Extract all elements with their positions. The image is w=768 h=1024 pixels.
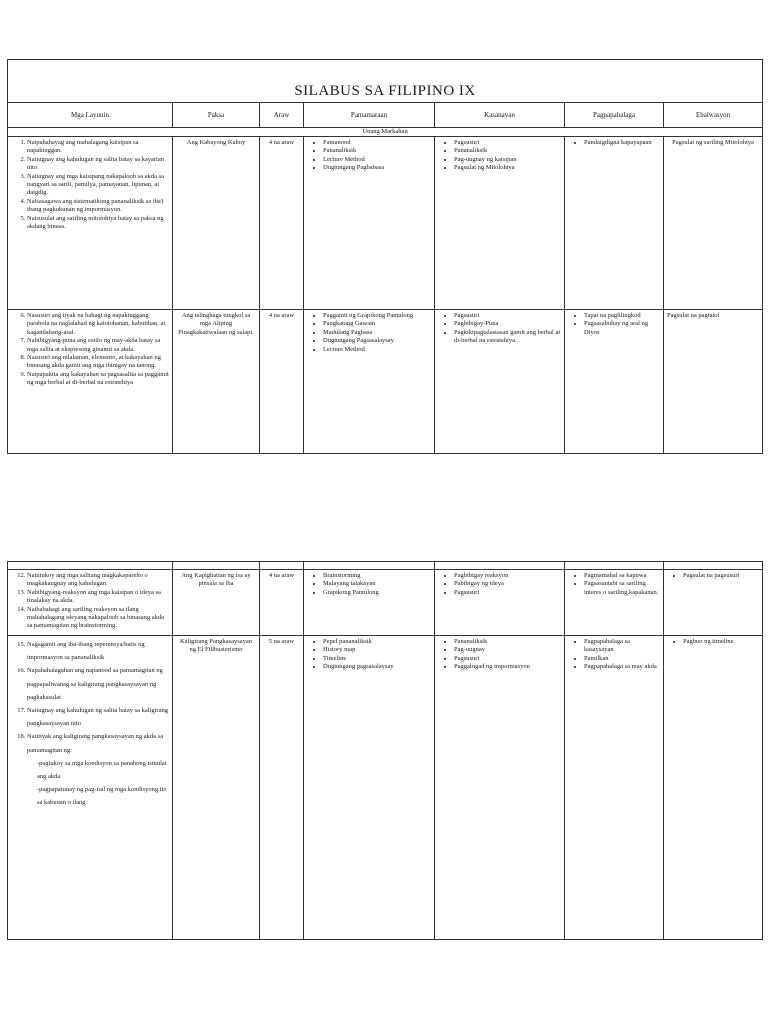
- header-pamamaraan: Pamamaraan: [304, 103, 435, 128]
- layunin-list: [11, 638, 169, 757]
- list-item: • Pagsulat ng Mitolohiya: [454, 164, 561, 172]
- header-kasanayan: Kasanayan: [435, 103, 565, 128]
- araw-cell: 5 na araw: [260, 636, 304, 940]
- kasanayan-cell: [435, 310, 565, 454]
- kasanayan-list: [438, 638, 561, 672]
- pamamaraan-cell: [304, 310, 435, 454]
- sub-list-item: -pagtukoy sa mga kondisyon sa panahong isinulat ang akda: [37, 759, 167, 781]
- list-item: • Pabibigay ng ideya: [454, 580, 561, 588]
- list-item: 9. Naipapakita ang kakayahan sa pagsasalita sa paggamit ng mga berbal at di-berbal na estratehiya: [27, 371, 169, 388]
- list-item: • Pagsulat na pagsusuri: [683, 572, 759, 580]
- list-item: • Pangkatang Gawain: [323, 320, 431, 328]
- layunin-list: [11, 572, 169, 631]
- paksa-cell: Ang Kabayong Kahoy: [173, 137, 260, 310]
- list-item: • Dugtungang Pagsasalaysay: [323, 337, 431, 345]
- layunin-list: [11, 312, 169, 388]
- list-item: • Pag-uugnay: [454, 646, 561, 654]
- table-row: [8, 137, 763, 310]
- araw-cell: 4 na araw: [260, 137, 304, 310]
- list-item: • Pagbibigay-Puna: [454, 320, 561, 328]
- syllabus-table-page-1: [7, 59, 763, 454]
- pagpapahalaga-list: [568, 638, 660, 672]
- list-item: 14. Naibabahagi ang sariling reaksyon sa ilang mahahalagang ideyang nakapaloob sa binasang akda sa pamamagitan ng brainstorming.: [27, 606, 169, 631]
- pagpapahalaga-cell: [565, 310, 664, 454]
- ebalwasyon-list: [667, 638, 759, 646]
- list-item: • Tapat na paglilingkod: [584, 312, 660, 320]
- paksa-cell: Ang talinghaga tungkol sa mga Aliping Pinagkakatiwalaan ng salapi.: [173, 310, 260, 454]
- kasanayan-list: [438, 572, 561, 597]
- list-item: • Pagpapahalaga sa may akda: [584, 663, 660, 671]
- list-item: • Pamanood: [323, 139, 431, 147]
- header-ebalwasyon: Ebalwasyon: [664, 103, 763, 128]
- pamamaraan-list: [307, 312, 431, 354]
- list-item: • Pananaliksik: [454, 147, 561, 155]
- araw-cell: 4 na araw: [260, 310, 304, 454]
- list-item: • Pepel pananaliksik: [323, 638, 431, 646]
- layunin-list: [11, 139, 169, 231]
- list-item: • Pananaliksik: [454, 638, 561, 646]
- list-item: • Lecture Method: [323, 346, 431, 354]
- list-item: • Madulang Pagbasa: [323, 329, 431, 337]
- ebalwasyon-list: [667, 572, 759, 580]
- layunin-sub-list: [11, 757, 169, 810]
- layunin-cell: [8, 570, 173, 636]
- header-araw: Araw: [260, 103, 304, 128]
- syllabus-table-page-2: [7, 561, 763, 940]
- pagpapahalaga-cell: [565, 137, 664, 310]
- kasanayan-list: [438, 139, 561, 173]
- layunin-cell: [8, 636, 173, 940]
- list-item: • Pagsusuri: [454, 312, 561, 320]
- list-item: 4. Naisasagawa ang sistematikong pananaliksik sa iba't ibang pagkukunan ng impormasyon.: [27, 198, 169, 215]
- kasanayan-cell: [435, 636, 565, 940]
- term-label: Unang Markahan: [8, 128, 763, 137]
- term-row: [8, 128, 763, 137]
- list-item: • Pagsusuri: [454, 139, 561, 147]
- list-item: • Malayang talakayan: [323, 580, 431, 588]
- layunin-cell: [8, 310, 173, 454]
- list-item: • Pagpapahalaga sa kasaysayan: [584, 638, 660, 655]
- list-item: • Pagbuo ng timeline: [683, 638, 759, 646]
- list-item: 13. Nabibigyang-reaksyon ang mga kaisipan o ideya sa tinalakay na akda.: [27, 589, 169, 606]
- list-item: • Timeline: [323, 655, 431, 663]
- list-item: • Pagbibigay reaksyon: [454, 572, 561, 580]
- list-item: • Brainstorming: [323, 572, 431, 580]
- list-item: • Pandaigdigna kapayapaan: [584, 139, 660, 147]
- kasanayan-list: [438, 312, 561, 346]
- pagpapahalaga-list: [568, 312, 660, 337]
- list-item: • Pamilkan: [584, 655, 660, 663]
- list-item: • Pagsasantabi sa sariling interes o sariling kapakanan.: [584, 580, 660, 597]
- header-pagpapahalaga: Pagpapahalaga: [565, 103, 664, 128]
- pagpapahalaga-list: [568, 572, 660, 597]
- list-item: • Paggamit ng Grapikong Pantulong: [323, 312, 431, 320]
- list-item: 15. Nagagamit ang iba-ibang reperensya/batis ng impormasyon sa pananaliksik: [27, 638, 169, 664]
- list-item: • Pagmamahal sa kapuwa: [584, 572, 660, 580]
- paksa-cell: Kaligirang Pangkasaysayan ng El Filibusterismo: [173, 636, 260, 940]
- list-item: • Pagsusuri: [454, 589, 561, 597]
- pamamaraan-list: [307, 572, 431, 597]
- pamamaraan-cell: [304, 636, 435, 940]
- table-row: [8, 570, 763, 636]
- list-item: • History map: [323, 646, 431, 654]
- pagpapahalaga-list: [568, 139, 660, 147]
- list-item: 6. Nasusuri ang tiyak na bahagi ng napakinggang parabola na naglalahad ng katotohanan, kabutihan, at kagandahang-asal.: [27, 312, 169, 337]
- blank-header-row: [8, 562, 763, 570]
- header-layunin: Mga Layunin: [8, 103, 173, 128]
- list-item: 3. Naiiugnay ang mga kaisipang nakapaloob sa akda sa nangyari sa sarili, pamilya, pamayanan, lipunan, at daigdig.: [27, 173, 169, 198]
- ebalwasyon-cell: Pagsulat na pagtatol: [664, 310, 763, 454]
- list-item: • Lecture Method: [323, 156, 431, 164]
- list-item: 1. Naipahahayag ang mahalagang kaisipan sa napakinggan.: [27, 139, 169, 156]
- list-item: • Pag-uugnay ng kaisipan: [454, 156, 561, 164]
- list-item: 7. Nabibigyang-puna ang estilo ng may-akda batay sa mga salita at ekspresong ginamit sa akda.: [27, 337, 169, 354]
- paksa-cell: Ang Kapighatian ng isa ay pinsala sa iba: [173, 570, 260, 636]
- araw-cell: 4 na araw: [260, 570, 304, 636]
- pamamaraan-list: [307, 139, 431, 173]
- header-paksa: Paksa: [173, 103, 260, 128]
- pamamaraan-cell: [304, 570, 435, 636]
- kasanayan-cell: [435, 137, 565, 310]
- sub-list-item: -pagpapatunay ng pag-iral ng mga kondisyong ito sa kabuuan o ilang: [37, 786, 167, 807]
- list-item: • Grapikong Pantulong: [323, 589, 431, 597]
- table-row: [8, 636, 763, 940]
- list-item: 8. Nasusuri ang nilalaman, elemento, at kakayahan ng binasang akda gamit ang mga ibinigay na tanong.: [27, 354, 169, 371]
- pagpapahalaga-cell: [565, 636, 664, 940]
- kasanayan-cell: [435, 570, 565, 636]
- table-row: [8, 310, 763, 454]
- list-item: • Dugtungang pagsasalaysay: [323, 663, 431, 671]
- list-item: 18. Natitiyak ang kaligirang pangkasaysayan ng akda sa pamamagitan ng:: [27, 730, 169, 756]
- list-item: 5. Naisusulat ang sariling mitolohiya batay sa paksa ng akdang binasa.: [27, 215, 169, 232]
- pamamaraan-list: [307, 638, 431, 672]
- ebalwasyon-cell: [664, 636, 763, 940]
- list-item: • Pagkikipagtalastasan gamit ang berbal at di-berbal na estratehiya.: [454, 329, 561, 346]
- syllabus-title: SILABUS SA FILIPINO IX: [8, 60, 763, 103]
- list-item: 12. Natutukoy ang mga salitang magkakapareho o magkakaugnay ang kahulugan.: [27, 572, 169, 589]
- list-item: • Pagsusuri: [454, 655, 561, 663]
- list-item: • Pagsasabuhay ng aral ng Diyos: [584, 320, 660, 337]
- layunin-cell: [8, 137, 173, 310]
- pamamaraan-cell: [304, 137, 435, 310]
- table-header-row: [8, 103, 763, 128]
- pagpapahalaga-cell: [565, 570, 664, 636]
- list-item: • Paggalugad ng impormasyon: [454, 663, 561, 671]
- list-item: 17. Naiiugnay ang kahulugan ng salita batay sa kaligirang pangkasaysayan nito: [27, 704, 169, 730]
- ebalwasyon-cell: [664, 570, 763, 636]
- list-item: • Dugtungang Pagbabasa: [323, 164, 431, 172]
- list-item: 2. Naiiugnay ang kahulugan ng salita batay sa kayarian nito.: [27, 156, 169, 173]
- list-item: 16. Napahahalagahan ang napanood sa pamamagitan ng pagpapaliwanag sa kaligirang pangkasaysayan ng pagkakasulat: [27, 664, 169, 704]
- list-item: • Pananaliksik: [323, 147, 431, 155]
- ebalwasyon-cell: Pagsulat ng sariling Mitolohiya: [664, 137, 763, 310]
